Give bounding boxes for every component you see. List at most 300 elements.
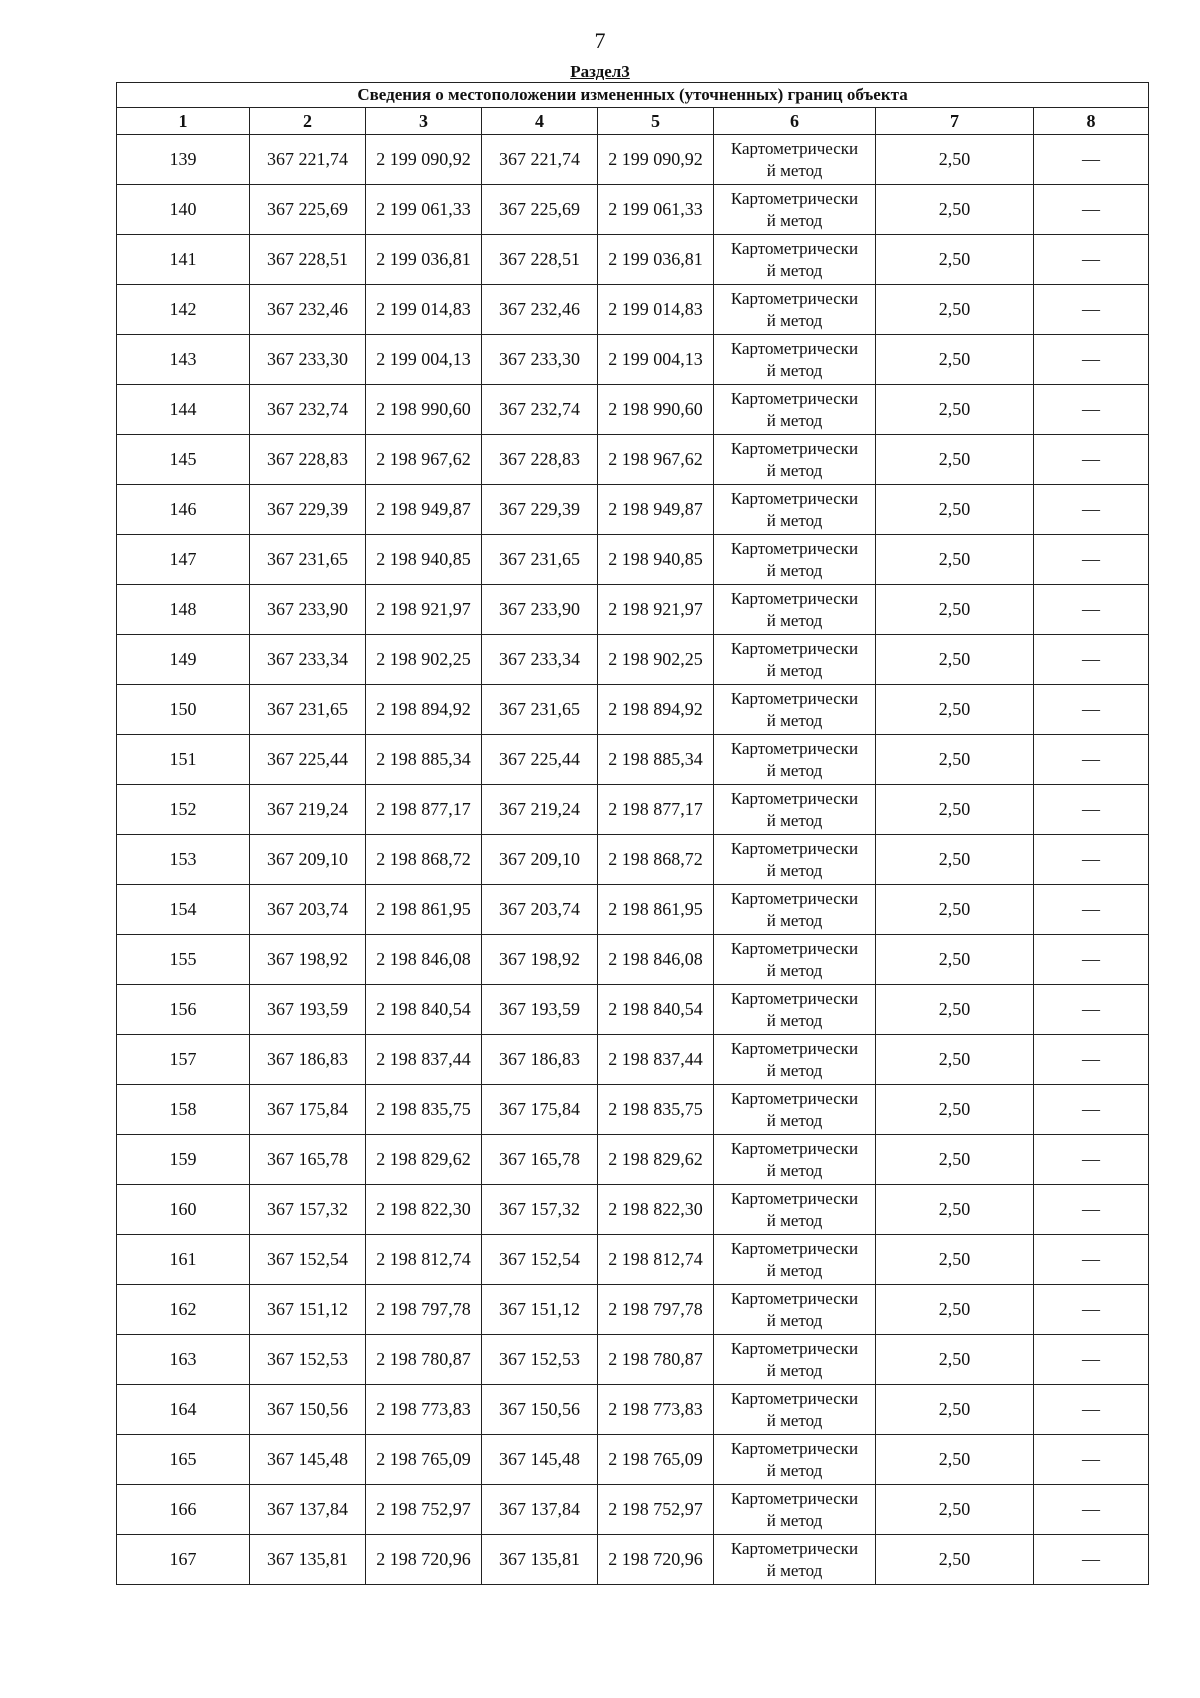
method-line: й метод (766, 310, 823, 330)
cell-col-7: 2,50 (876, 1135, 1034, 1185)
method-line: й метод (766, 210, 823, 230)
table-row (117, 535, 1149, 585)
cell-col-2: 367 233,34 (250, 635, 366, 685)
cell-col-4: 367 152,53 (482, 1335, 598, 1385)
cell-col-2: 367 152,54 (250, 1235, 366, 1285)
cell-col-2: 367 175,84 (250, 1085, 366, 1135)
cell-col-2: 367 150,56 (250, 1385, 366, 1435)
cell-col-3: 2 198 835,75 (366, 1085, 482, 1135)
cell-col-8: — (1034, 435, 1149, 485)
cell-col-2: 367 203,74 (250, 885, 366, 935)
cell-col-5: 2 199 014,83 (598, 285, 714, 335)
method-line: Картометрически (730, 1138, 859, 1158)
method-line: й метод (766, 710, 823, 730)
cell-col-8: — (1034, 635, 1149, 685)
cell-col-7: 2,50 (876, 735, 1034, 785)
method-line: Картометрически (730, 688, 859, 708)
method-line: Картометрически (730, 938, 859, 958)
cell-col-7: 2,50 (876, 1085, 1034, 1135)
method-line: Картометрически (730, 1288, 859, 1308)
page-number: 7 (594, 28, 606, 53)
cell-col-2: 367 135,81 (250, 1535, 366, 1585)
cell-col-1: 152 (117, 785, 250, 835)
cell-col-8: — (1034, 1335, 1149, 1385)
cell-col-3: 2 198 780,87 (366, 1335, 482, 1385)
table-row (117, 1085, 1149, 1135)
table-row (117, 1135, 1149, 1185)
cell-col-2: 367 229,39 (250, 485, 366, 535)
table-row (117, 1385, 1149, 1435)
cell-col-4: 367 135,81 (482, 1535, 598, 1585)
cell-col-3: 2 198 797,78 (366, 1285, 482, 1335)
cell-col-3: 2 199 004,13 (366, 335, 482, 385)
cell-col-7: 2,50 (876, 335, 1034, 385)
method-line: й метод (766, 760, 823, 780)
method-line: Картометрически (730, 838, 859, 858)
cell-col-3: 2 198 840,54 (366, 985, 482, 1035)
method-cell (714, 635, 876, 685)
method-line: й метод (766, 810, 823, 830)
cell-col-8: — (1034, 885, 1149, 935)
table-row (117, 1435, 1149, 1485)
cell-col-3: 2 198 773,83 (366, 1385, 482, 1435)
table-row (117, 785, 1149, 835)
method-cell (714, 485, 876, 535)
method-cell (714, 1185, 876, 1235)
method-cell (714, 235, 876, 285)
cell-col-3: 2 198 940,85 (366, 535, 482, 585)
cell-col-2: 367 193,59 (250, 985, 366, 1035)
cell-col-7: 2,50 (876, 1035, 1034, 1085)
cell-col-5: 2 198 902,25 (598, 635, 714, 685)
cell-col-3: 2 198 967,62 (366, 435, 482, 485)
cell-col-2: 367 152,53 (250, 1335, 366, 1385)
cell-col-4: 367 175,84 (482, 1085, 598, 1135)
cell-col-8: — (1034, 285, 1149, 335)
method-line: й метод (766, 160, 823, 180)
cell-col-3: 2 198 949,87 (366, 485, 482, 535)
cell-col-7: 2,50 (876, 1435, 1034, 1485)
cell-col-5: 2 198 967,62 (598, 435, 714, 485)
method-line: й метод (766, 1310, 823, 1330)
cell-col-2: 367 232,74 (250, 385, 366, 435)
cell-col-5: 2 198 797,78 (598, 1285, 714, 1335)
cell-col-7: 2,50 (876, 635, 1034, 685)
method-cell (714, 1085, 876, 1135)
cell-col-3: 2 198 894,92 (366, 685, 482, 735)
cell-col-7: 2,50 (876, 985, 1034, 1035)
cell-col-3: 2 198 837,44 (366, 1035, 482, 1085)
method-line: Картометрически (730, 1488, 859, 1508)
cell-col-3: 2 198 990,60 (366, 385, 482, 435)
cell-col-7: 2,50 (876, 135, 1034, 185)
method-line: й метод (766, 960, 823, 980)
cell-col-7: 2,50 (876, 685, 1034, 735)
cell-col-1: 157 (117, 1035, 250, 1085)
table-row (117, 385, 1149, 435)
cell-col-8: — (1034, 135, 1149, 185)
cell-col-3: 2 198 921,97 (366, 585, 482, 635)
table-row (117, 1035, 1149, 1085)
method-line: Картометрически (730, 1088, 859, 1108)
method-line: Картометрически (730, 1388, 859, 1408)
method-line: Картометрически (730, 488, 859, 508)
cell-col-4: 367 209,10 (482, 835, 598, 885)
cell-col-3: 2 198 720,96 (366, 1535, 482, 1585)
method-line: Картометрически (730, 138, 859, 158)
cell-col-4: 367 219,24 (482, 785, 598, 835)
method-cell (714, 735, 876, 785)
cell-col-5: 2 198 949,87 (598, 485, 714, 535)
cell-col-1: 146 (117, 485, 250, 535)
cell-col-2: 367 231,65 (250, 535, 366, 585)
cell-col-3: 2 198 885,34 (366, 735, 482, 785)
method-line: Картометрически (730, 788, 859, 808)
cell-col-5: 2 198 780,87 (598, 1335, 714, 1385)
cell-col-7: 2,50 (876, 185, 1034, 235)
table-row (117, 1535, 1149, 1585)
cell-col-5: 2 198 921,97 (598, 585, 714, 635)
method-line: Картометрически (730, 388, 859, 408)
cell-col-2: 367 157,32 (250, 1185, 366, 1235)
cell-col-7: 2,50 (876, 935, 1034, 985)
column-number: 6 (714, 108, 876, 135)
cell-col-2: 367 233,90 (250, 585, 366, 635)
cell-col-8: — (1034, 685, 1149, 735)
method-cell (714, 285, 876, 335)
cell-col-5: 2 198 990,60 (598, 385, 714, 435)
cell-col-1: 166 (117, 1485, 250, 1535)
cell-col-1: 149 (117, 635, 250, 685)
cell-col-1: 147 (117, 535, 250, 585)
method-line: й метод (766, 660, 823, 680)
table-row (117, 635, 1149, 685)
table-row (117, 885, 1149, 935)
cell-col-5: 2 198 720,96 (598, 1535, 714, 1585)
cell-col-5: 2 198 822,30 (598, 1185, 714, 1235)
cell-col-8: — (1034, 935, 1149, 985)
cell-col-4: 367 157,32 (482, 1185, 598, 1235)
cell-col-3: 2 198 861,95 (366, 885, 482, 935)
cell-col-3: 2 198 829,62 (366, 1135, 482, 1185)
cell-col-8: — (1034, 235, 1149, 285)
method-cell (714, 935, 876, 985)
cell-col-3: 2 198 822,30 (366, 1185, 482, 1235)
cell-col-8: — (1034, 1135, 1149, 1185)
section-title: Раздел3 (570, 62, 630, 81)
cell-col-2: 367 209,10 (250, 835, 366, 885)
method-line: Картометрически (730, 1338, 859, 1358)
method-line: й метод (766, 1110, 823, 1130)
cell-col-5: 2 198 752,97 (598, 1485, 714, 1535)
cell-col-7: 2,50 (876, 1335, 1034, 1385)
cell-col-5: 2 198 940,85 (598, 535, 714, 585)
column-number: 8 (1034, 108, 1149, 135)
method-cell (714, 1485, 876, 1535)
cell-col-1: 140 (117, 185, 250, 235)
table-row (117, 485, 1149, 535)
cell-col-4: 367 198,92 (482, 935, 598, 985)
method-line: й метод (766, 1360, 823, 1380)
table-row (117, 1285, 1149, 1335)
cell-col-3: 2 198 846,08 (366, 935, 482, 985)
cell-col-5: 2 198 894,92 (598, 685, 714, 735)
cell-col-1: 158 (117, 1085, 250, 1135)
table-row (117, 135, 1149, 185)
method-cell (714, 185, 876, 235)
cell-col-2: 367 221,74 (250, 135, 366, 185)
cell-col-4: 367 233,30 (482, 335, 598, 385)
cell-col-7: 2,50 (876, 1285, 1034, 1335)
cell-col-3: 2 198 812,74 (366, 1235, 482, 1285)
method-line: Картометрически (730, 238, 859, 258)
cell-col-4: 367 186,83 (482, 1035, 598, 1085)
method-cell (714, 1435, 876, 1485)
table-row (117, 435, 1149, 485)
table-row (117, 585, 1149, 635)
cell-col-2: 367 219,24 (250, 785, 366, 835)
cell-col-8: — (1034, 735, 1149, 785)
method-line: й метод (766, 460, 823, 480)
cell-col-8: — (1034, 1485, 1149, 1535)
method-cell (714, 1235, 876, 1285)
cell-col-7: 2,50 (876, 585, 1034, 635)
table-row (117, 985, 1149, 1035)
cell-col-3: 2 198 868,72 (366, 835, 482, 885)
column-number: 2 (250, 108, 366, 135)
cell-col-4: 367 233,90 (482, 585, 598, 635)
cell-col-4: 367 228,51 (482, 235, 598, 285)
cell-col-3: 2 198 877,17 (366, 785, 482, 835)
cell-col-7: 2,50 (876, 885, 1034, 935)
cell-col-7: 2,50 (876, 485, 1034, 535)
method-line: й метод (766, 860, 823, 880)
cell-col-3: 2 199 061,33 (366, 185, 482, 235)
cell-col-8: — (1034, 1435, 1149, 1485)
table-row (117, 935, 1149, 985)
cell-col-7: 2,50 (876, 235, 1034, 285)
method-line: й метод (766, 1260, 823, 1280)
method-line: Картометрически (730, 1238, 859, 1258)
cell-col-1: 144 (117, 385, 250, 435)
method-cell (714, 1335, 876, 1385)
cell-col-8: — (1034, 1185, 1149, 1235)
cell-col-1: 154 (117, 885, 250, 935)
cell-col-4: 367 203,74 (482, 885, 598, 935)
cell-col-1: 151 (117, 735, 250, 785)
cell-col-1: 162 (117, 1285, 250, 1335)
cell-col-4: 367 193,59 (482, 985, 598, 1035)
cell-col-5: 2 199 004,13 (598, 335, 714, 385)
cell-col-3: 2 199 090,92 (366, 135, 482, 185)
cell-col-7: 2,50 (876, 1185, 1034, 1235)
cell-col-7: 2,50 (876, 1235, 1034, 1285)
method-cell (714, 885, 876, 935)
method-cell (714, 835, 876, 885)
cell-col-4: 367 137,84 (482, 1485, 598, 1535)
method-line: Картометрически (730, 1188, 859, 1208)
cell-col-2: 367 145,48 (250, 1435, 366, 1485)
cell-col-7: 2,50 (876, 435, 1034, 485)
method-line: Картометрически (730, 888, 859, 908)
cell-col-1: 161 (117, 1235, 250, 1285)
method-line: й метод (766, 510, 823, 530)
column-number: 3 (366, 108, 482, 135)
column-number-row (117, 108, 1149, 135)
cell-col-2: 367 137,84 (250, 1485, 366, 1535)
cell-col-4: 367 145,48 (482, 1435, 598, 1485)
cell-col-7: 2,50 (876, 1535, 1034, 1585)
method-line: Картометрически (730, 288, 859, 308)
cell-col-4: 367 221,74 (482, 135, 598, 185)
method-line: й метод (766, 1160, 823, 1180)
method-cell (714, 785, 876, 835)
cell-col-2: 367 232,46 (250, 285, 366, 335)
cell-col-8: — (1034, 1035, 1149, 1085)
method-line: Картометрически (730, 1538, 859, 1558)
cell-col-5: 2 199 061,33 (598, 185, 714, 235)
cell-col-8: — (1034, 785, 1149, 835)
cell-col-5: 2 198 812,74 (598, 1235, 714, 1285)
cell-col-2: 367 231,65 (250, 685, 366, 735)
cell-col-1: 160 (117, 1185, 250, 1235)
cell-col-2: 367 225,69 (250, 185, 366, 235)
cell-col-1: 165 (117, 1435, 250, 1485)
method-line: Картометрически (730, 988, 859, 1008)
cell-col-1: 155 (117, 935, 250, 985)
cell-col-1: 148 (117, 585, 250, 635)
cell-col-5: 2 198 773,83 (598, 1385, 714, 1435)
cell-col-8: — (1034, 535, 1149, 585)
cell-col-8: — (1034, 1085, 1149, 1135)
method-line: й метод (766, 1410, 823, 1430)
method-line: й метод (766, 1210, 823, 1230)
method-cell (714, 1035, 876, 1085)
method-line: й метод (766, 1010, 823, 1030)
cell-col-8: — (1034, 385, 1149, 435)
cell-col-4: 367 232,74 (482, 385, 598, 435)
cell-col-5: 2 199 090,92 (598, 135, 714, 185)
method-line: Картометрически (730, 338, 859, 358)
method-line: Картометрически (730, 188, 859, 208)
method-cell (714, 685, 876, 735)
cell-col-1: 153 (117, 835, 250, 885)
cell-col-5: 2 198 877,17 (598, 785, 714, 835)
cell-col-5: 2 198 829,62 (598, 1135, 714, 1185)
method-cell (714, 585, 876, 635)
cell-col-4: 367 231,65 (482, 685, 598, 735)
cell-col-1: 142 (117, 285, 250, 335)
method-cell (714, 335, 876, 385)
method-line: й метод (766, 1560, 823, 1580)
cell-col-2: 367 228,51 (250, 235, 366, 285)
table-row (117, 1335, 1149, 1385)
table-row (117, 185, 1149, 235)
method-cell (714, 385, 876, 435)
cell-col-4: 367 165,78 (482, 1135, 598, 1185)
method-line: Картометрически (730, 588, 859, 608)
table-row (117, 835, 1149, 885)
method-line: Картометрически (730, 738, 859, 758)
method-line: й метод (766, 260, 823, 280)
method-cell (714, 1285, 876, 1335)
column-number: 4 (482, 108, 598, 135)
cell-col-2: 367 165,78 (250, 1135, 366, 1185)
cell-col-4: 367 150,56 (482, 1385, 598, 1435)
cell-col-7: 2,50 (876, 535, 1034, 585)
table-row (117, 1235, 1149, 1285)
table-row (117, 335, 1149, 385)
method-line: Картометрически (730, 638, 859, 658)
method-cell (714, 535, 876, 585)
method-line: Картометрически (730, 1038, 859, 1058)
cell-col-1: 145 (117, 435, 250, 485)
cell-col-7: 2,50 (876, 835, 1034, 885)
cell-col-2: 367 198,92 (250, 935, 366, 985)
cell-col-7: 2,50 (876, 285, 1034, 335)
method-line: Картометрически (730, 1438, 859, 1458)
cell-col-7: 2,50 (876, 785, 1034, 835)
method-cell (714, 435, 876, 485)
cell-col-1: 164 (117, 1385, 250, 1435)
cell-col-3: 2 199 036,81 (366, 235, 482, 285)
table-row (117, 285, 1149, 335)
cell-col-1: 141 (117, 235, 250, 285)
cell-col-4: 367 151,12 (482, 1285, 598, 1335)
cell-col-8: — (1034, 585, 1149, 635)
cell-col-7: 2,50 (876, 385, 1034, 435)
column-number: 5 (598, 108, 714, 135)
table-body (117, 135, 1149, 1585)
method-line: й метод (766, 1510, 823, 1530)
table-caption: Сведения о местоположении измененных (уточненных) границ объекта (117, 83, 1149, 108)
table-row (117, 1185, 1149, 1235)
cell-col-5: 2 198 765,09 (598, 1435, 714, 1485)
method-line: й метод (766, 910, 823, 930)
boundary-coordinates-table (116, 82, 1149, 1585)
cell-col-4: 367 225,69 (482, 185, 598, 235)
cell-col-8: — (1034, 335, 1149, 385)
table-row (117, 1485, 1149, 1535)
cell-col-7: 2,50 (876, 1385, 1034, 1435)
cell-col-1: 150 (117, 685, 250, 735)
cell-col-4: 367 228,83 (482, 435, 598, 485)
cell-col-8: — (1034, 1535, 1149, 1585)
cell-col-1: 139 (117, 135, 250, 185)
cell-col-1: 159 (117, 1135, 250, 1185)
method-cell (714, 1385, 876, 1435)
method-line: й метод (766, 360, 823, 380)
cell-col-5: 2 198 846,08 (598, 935, 714, 985)
method-cell (714, 1135, 876, 1185)
cell-col-3: 2 198 752,97 (366, 1485, 482, 1535)
method-line: й метод (766, 410, 823, 430)
method-line: й метод (766, 610, 823, 630)
cell-col-8: — (1034, 985, 1149, 1035)
cell-col-5: 2 198 868,72 (598, 835, 714, 885)
cell-col-8: — (1034, 485, 1149, 535)
cell-col-5: 2 198 837,44 (598, 1035, 714, 1085)
cell-col-4: 367 229,39 (482, 485, 598, 535)
cell-col-2: 367 151,12 (250, 1285, 366, 1335)
cell-col-2: 367 228,83 (250, 435, 366, 485)
cell-col-3: 2 198 902,25 (366, 635, 482, 685)
method-cell (714, 135, 876, 185)
cell-col-8: — (1034, 1385, 1149, 1435)
method-cell (714, 985, 876, 1035)
cell-col-2: 367 225,44 (250, 735, 366, 785)
cell-col-1: 167 (117, 1535, 250, 1585)
